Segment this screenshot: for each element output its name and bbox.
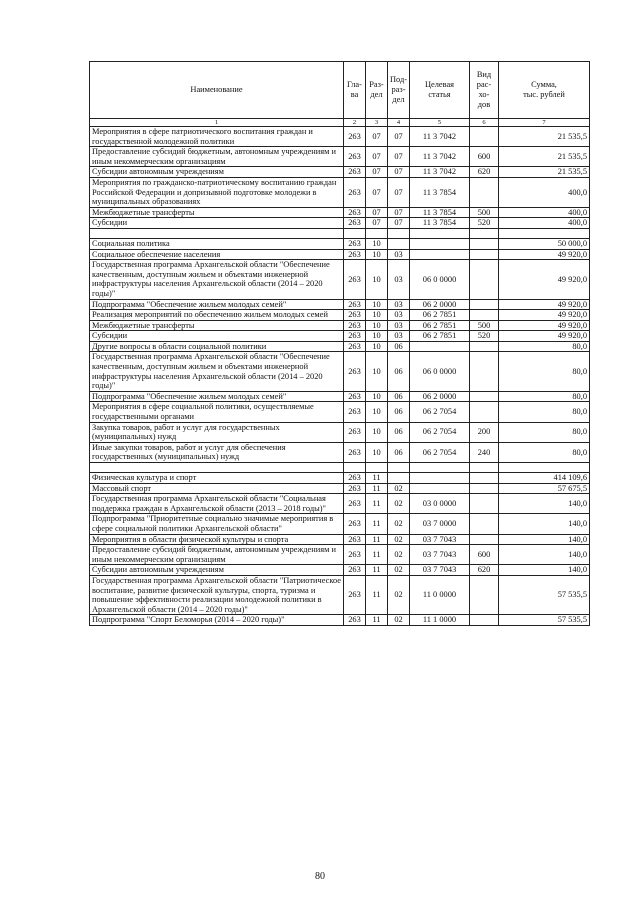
row-amount: 80,0	[499, 341, 590, 352]
row-subsection: 02	[388, 615, 410, 626]
row-chapter	[344, 463, 366, 473]
row-amount: 49 920,0	[499, 299, 590, 310]
row-name: Государственная программа Архангельской области "Социальная поддержка граждан в Архангельской области (2013 – 2018 годы)"	[90, 494, 344, 514]
row-target	[410, 249, 470, 260]
row-section: 10	[366, 402, 388, 422]
header-amount: Сумма, тыс. рублей	[499, 62, 590, 119]
row-target: 06 2 7851	[410, 320, 470, 331]
column-number: 7	[499, 119, 590, 127]
row-subsection: 03	[388, 260, 410, 299]
row-expense-type	[470, 177, 499, 207]
row-amount: 140,0	[499, 545, 590, 565]
row-subsection: 03	[388, 249, 410, 260]
row-subsection	[388, 473, 410, 484]
row-chapter: 263	[344, 391, 366, 402]
row-target: 11 0 0000	[410, 575, 470, 614]
row-section: 10	[366, 442, 388, 462]
header-chapter: Гла- ва	[344, 62, 366, 119]
row-target	[410, 341, 470, 352]
row-subsection: 07	[388, 218, 410, 229]
table-row	[90, 147, 590, 167]
row-name: Государственная программа Архангельской области "Патриотическое воспитание, развитие физической культуры, спорта, туризма и повышение эффективности реализации молодежной политики в Архангельской области (2014 – 2020 годы)"	[90, 575, 344, 614]
row-chapter: 263	[344, 249, 366, 260]
row-name: Реализация мероприятий по обеспечению жильем молодых семей	[90, 310, 344, 321]
row-chapter: 263	[344, 352, 366, 391]
row-expense-type	[470, 402, 499, 422]
header-expense-type: Вид рас- хо- дов	[470, 62, 499, 119]
row-target: 06 2 0000	[410, 299, 470, 310]
row-target	[410, 238, 470, 249]
table-row	[90, 514, 590, 534]
row-subsection: 07	[388, 147, 410, 167]
table-row	[90, 177, 590, 207]
row-chapter: 263	[344, 473, 366, 484]
row-target	[410, 228, 470, 238]
row-subsection: 06	[388, 442, 410, 462]
row-amount: 80,0	[499, 422, 590, 442]
header-target: Целевая статья	[410, 62, 470, 119]
table-row	[90, 127, 590, 147]
row-amount: 49 920,0	[499, 260, 590, 299]
row-expense-type	[470, 473, 499, 484]
row-expense-type	[470, 463, 499, 473]
row-section: 10	[366, 299, 388, 310]
row-section: 11	[366, 615, 388, 626]
table-row	[90, 167, 590, 178]
row-chapter: 263	[344, 575, 366, 614]
row-expense-type	[470, 494, 499, 514]
table-row	[90, 473, 590, 484]
row-expense-type: 200	[470, 422, 499, 442]
row-chapter: 263	[344, 545, 366, 565]
row-chapter: 263	[344, 260, 366, 299]
row-chapter: 263	[344, 310, 366, 321]
row-section: 10	[366, 352, 388, 391]
row-section: 07	[366, 167, 388, 178]
row-target: 06 2 7851	[410, 331, 470, 342]
table-row	[90, 545, 590, 565]
row-name: Социальная политика	[90, 238, 344, 249]
row-expense-type: 520	[470, 218, 499, 229]
table-row	[90, 442, 590, 462]
row-amount: 49 920,0	[499, 331, 590, 342]
row-subsection: 02	[388, 514, 410, 534]
row-amount: 57 535,5	[499, 615, 590, 626]
row-section: 07	[366, 127, 388, 147]
table-row	[90, 463, 590, 473]
row-subsection: 02	[388, 545, 410, 565]
row-target: 11 3 7854	[410, 207, 470, 218]
row-section: 10	[366, 310, 388, 321]
row-section: 11	[366, 494, 388, 514]
table-row	[90, 483, 590, 494]
row-target: 03 7 7043	[410, 534, 470, 545]
table-row	[90, 260, 590, 299]
row-name: Подпрограмма "Обеспечение жильем молодых семей"	[90, 299, 344, 310]
column-number: 3	[366, 119, 388, 127]
row-target: 03 7 7043	[410, 545, 470, 565]
row-expense-type: 620	[470, 565, 499, 576]
row-section: 10	[366, 391, 388, 402]
row-expense-type: 600	[470, 147, 499, 167]
row-subsection: 06	[388, 341, 410, 352]
row-expense-type	[470, 299, 499, 310]
row-chapter: 263	[344, 494, 366, 514]
row-name: Субсидии	[90, 331, 344, 342]
row-chapter: 263	[344, 534, 366, 545]
row-expense-type	[470, 534, 499, 545]
table-row	[90, 391, 590, 402]
row-section: 11	[366, 473, 388, 484]
header-name: Наименование	[90, 62, 344, 119]
row-subsection	[388, 463, 410, 473]
row-section: 11	[366, 545, 388, 565]
row-target: 06 0 0000	[410, 352, 470, 391]
row-chapter	[344, 228, 366, 238]
row-amount: 21 535,5	[499, 167, 590, 178]
table-row	[90, 249, 590, 260]
row-chapter: 263	[344, 320, 366, 331]
row-expense-type: 520	[470, 331, 499, 342]
row-target	[410, 483, 470, 494]
row-name: Мероприятия в области физической культуры и спорта	[90, 534, 344, 545]
row-section	[366, 463, 388, 473]
row-target: 11 3 7042	[410, 127, 470, 147]
row-subsection: 06	[388, 352, 410, 391]
row-amount: 414 109,6	[499, 473, 590, 484]
table-row	[90, 341, 590, 352]
row-subsection: 02	[388, 534, 410, 545]
row-amount	[499, 463, 590, 473]
row-expense-type	[470, 615, 499, 626]
row-name: Мероприятия в сфере патриотического воспитания граждан и государственной молодежной политики	[90, 127, 344, 147]
row-section: 10	[366, 422, 388, 442]
row-name: Предоставление субсидий бюджетным, автономным учреждениям и иным некоммерческим организациям	[90, 545, 344, 565]
table-row	[90, 575, 590, 614]
row-target: 06 2 7851	[410, 310, 470, 321]
row-chapter: 263	[344, 422, 366, 442]
row-amount: 140,0	[499, 534, 590, 545]
row-amount: 21 535,5	[499, 147, 590, 167]
row-amount	[499, 228, 590, 238]
row-amount: 50 000,0	[499, 238, 590, 249]
table-row	[90, 320, 590, 331]
row-chapter: 263	[344, 238, 366, 249]
row-chapter: 263	[344, 483, 366, 494]
row-target: 11 3 7854	[410, 177, 470, 207]
row-target: 06 2 7054	[410, 402, 470, 422]
table-row	[90, 534, 590, 545]
row-expense-type: 500	[470, 207, 499, 218]
row-amount: 49 920,0	[499, 320, 590, 331]
row-expense-type	[470, 483, 499, 494]
row-amount: 57 535,5	[499, 575, 590, 614]
table-row	[90, 228, 590, 238]
row-chapter: 263	[344, 341, 366, 352]
row-subsection: 03	[388, 331, 410, 342]
row-chapter: 263	[344, 147, 366, 167]
row-subsection: 03	[388, 299, 410, 310]
row-amount: 140,0	[499, 514, 590, 534]
row-amount: 400,0	[499, 177, 590, 207]
row-subsection: 02	[388, 483, 410, 494]
page-number: 80	[315, 871, 325, 882]
budget-table	[89, 61, 590, 626]
row-name: Подпрограмма "Спорт Беломорья (2014 – 2020 годы)"	[90, 615, 344, 626]
table-header	[90, 62, 590, 127]
header-section: Раз- дел	[366, 62, 388, 119]
row-amount: 21 535,5	[499, 127, 590, 147]
column-number: 2	[344, 119, 366, 127]
row-name: Подпрограмма "Обеспечение жильем молодых семей"	[90, 391, 344, 402]
row-amount: 80,0	[499, 442, 590, 462]
row-name: Государственная программа Архангельской области "Обеспечение качественным, доступным жильем и объектами инженерной инфраструктуры населения Архангельской области (2014 – 2020 годы)"	[90, 352, 344, 391]
row-name: Закупка товаров, работ и услуг для государственных (муниципальных) нужд	[90, 422, 344, 442]
column-number: 6	[470, 119, 499, 127]
row-expense-type	[470, 127, 499, 147]
row-section	[366, 228, 388, 238]
row-section: 07	[366, 207, 388, 218]
table-row	[90, 299, 590, 310]
row-amount: 57 675,5	[499, 483, 590, 494]
column-number: 1	[90, 119, 344, 127]
row-target: 06 2 7054	[410, 422, 470, 442]
row-chapter: 263	[344, 218, 366, 229]
row-subsection: 02	[388, 575, 410, 614]
row-name: Субсидии автономным учреждениям	[90, 565, 344, 576]
row-target: 11 3 7042	[410, 167, 470, 178]
row-target	[410, 463, 470, 473]
row-amount: 49 920,0	[499, 249, 590, 260]
row-expense-type: 600	[470, 545, 499, 565]
row-target: 11 3 7854	[410, 218, 470, 229]
row-name: Межбюджетные трансферты	[90, 320, 344, 331]
row-expense-type	[470, 228, 499, 238]
row-expense-type	[470, 260, 499, 299]
table-row	[90, 207, 590, 218]
column-number: 5	[410, 119, 470, 127]
row-target: 06 0 0000	[410, 260, 470, 299]
row-section: 07	[366, 218, 388, 229]
table-row	[90, 331, 590, 342]
row-expense-type	[470, 391, 499, 402]
row-name: Подпрограмма "Приоритетные социально значимые мероприятия в сфере социальной политики Архангельской области"	[90, 514, 344, 534]
row-chapter: 263	[344, 615, 366, 626]
row-subsection: 07	[388, 127, 410, 147]
row-name: Субсидии	[90, 218, 344, 229]
row-chapter: 263	[344, 167, 366, 178]
row-section: 07	[366, 177, 388, 207]
row-chapter: 263	[344, 402, 366, 422]
row-target: 03 7 7043	[410, 565, 470, 576]
row-section: 11	[366, 534, 388, 545]
row-name: Массовый спорт	[90, 483, 344, 494]
row-subsection: 03	[388, 310, 410, 321]
row-chapter: 263	[344, 299, 366, 310]
table-row	[90, 494, 590, 514]
row-subsection: 06	[388, 402, 410, 422]
row-amount: 140,0	[499, 565, 590, 576]
row-subsection: 02	[388, 494, 410, 514]
row-section: 11	[366, 483, 388, 494]
row-section: 11	[366, 565, 388, 576]
row-expense-type	[470, 352, 499, 391]
row-amount: 49 920,0	[499, 310, 590, 321]
row-target	[410, 473, 470, 484]
row-amount: 400,0	[499, 218, 590, 229]
row-target: 03 0 0000	[410, 494, 470, 514]
row-subsection: 07	[388, 167, 410, 178]
row-expense-type: 620	[470, 167, 499, 178]
row-target: 03 7 0000	[410, 514, 470, 534]
table-row	[90, 310, 590, 321]
row-expense-type	[470, 341, 499, 352]
row-expense-type	[470, 514, 499, 534]
row-section: 10	[366, 260, 388, 299]
row-section: 10	[366, 331, 388, 342]
row-chapter: 263	[344, 442, 366, 462]
row-section: 11	[366, 514, 388, 534]
row-subsection	[388, 238, 410, 249]
row-chapter: 263	[344, 177, 366, 207]
table-body	[90, 127, 590, 626]
row-target: 06 2 0000	[410, 391, 470, 402]
row-subsection	[388, 228, 410, 238]
row-expense-type	[470, 575, 499, 614]
row-amount: 80,0	[499, 352, 590, 391]
row-section: 11	[366, 575, 388, 614]
row-name: Субсидии автономным учреждениям	[90, 167, 344, 178]
row-section: 10	[366, 320, 388, 331]
row-name: Мероприятия по гражданско-патриотическому воспитанию граждан Российской Федерации и допризывной подготовке молодежи в муниципальных образованиях	[90, 177, 344, 207]
row-target: 11 1 0000	[410, 615, 470, 626]
table-row	[90, 565, 590, 576]
row-subsection: 03	[388, 320, 410, 331]
row-name: Иные закупки товаров, работ и услуг для обеспечения государственных (муниципальных) нужд	[90, 442, 344, 462]
row-name: Межбюджетные трансферты	[90, 207, 344, 218]
column-number: 4	[388, 119, 410, 127]
row-name: Другие вопросы в области социальной политики	[90, 341, 344, 352]
row-subsection: 07	[388, 207, 410, 218]
table-row	[90, 238, 590, 249]
table-row	[90, 218, 590, 229]
row-name	[90, 228, 344, 238]
row-amount: 400,0	[499, 207, 590, 218]
row-name: Государственная программа Архангельской области "Обеспечение качественным, доступным жильем и объектами инженерной инфраструктуры населения Архангельской области (2014 – 2020 годы)"	[90, 260, 344, 299]
row-chapter: 263	[344, 127, 366, 147]
row-chapter: 263	[344, 331, 366, 342]
row-expense-type: 240	[470, 442, 499, 462]
row-subsection: 02	[388, 565, 410, 576]
row-expense-type: 500	[470, 320, 499, 331]
row-subsection: 06	[388, 391, 410, 402]
row-amount: 80,0	[499, 391, 590, 402]
row-subsection: 06	[388, 422, 410, 442]
row-name	[90, 463, 344, 473]
row-target: 11 3 7042	[410, 147, 470, 167]
row-name: Мероприятия в сфере социальной политики, осуществляемые государственными органами	[90, 402, 344, 422]
row-name: Предоставление субсидий бюджетным, автономным учреждениям и иным некоммерческим организациям	[90, 147, 344, 167]
row-chapter: 263	[344, 207, 366, 218]
row-section: 10	[366, 238, 388, 249]
row-amount: 140,0	[499, 494, 590, 514]
row-target: 06 2 7054	[410, 442, 470, 462]
table-row	[90, 422, 590, 442]
row-chapter: 263	[344, 514, 366, 534]
row-section: 10	[366, 341, 388, 352]
row-name: Социальное обеспечение населения	[90, 249, 344, 260]
row-expense-type	[470, 249, 499, 260]
row-chapter: 263	[344, 565, 366, 576]
row-section: 07	[366, 147, 388, 167]
table-row	[90, 352, 590, 391]
row-section: 10	[366, 249, 388, 260]
row-name: Физическая культура и спорт	[90, 473, 344, 484]
row-amount: 80,0	[499, 402, 590, 422]
table-row	[90, 615, 590, 626]
row-expense-type	[470, 310, 499, 321]
header-subsection: Под- раз- дел	[388, 62, 410, 119]
row-expense-type	[470, 238, 499, 249]
row-subsection: 07	[388, 177, 410, 207]
table-row	[90, 402, 590, 422]
